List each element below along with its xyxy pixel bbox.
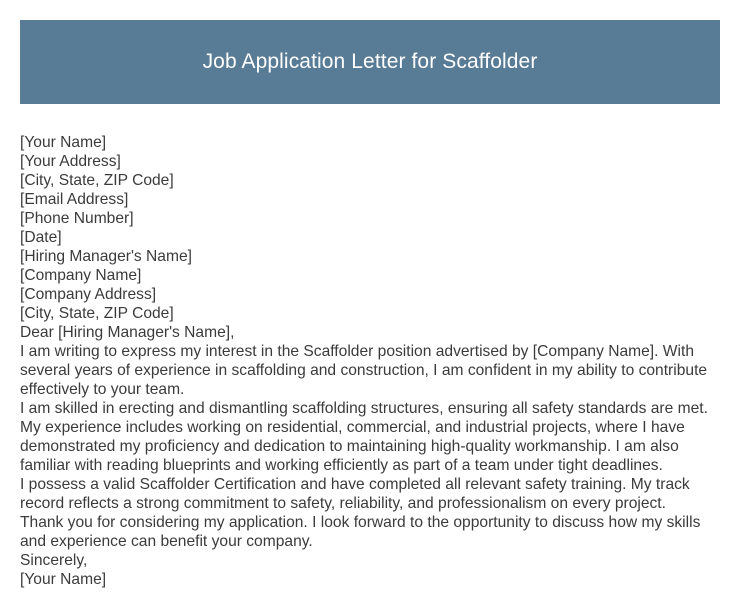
body-paragraph-thanks: Thank you for considering my application. I look forward to the opportunity to discuss how my skills and experience can benefit your company. [20,514,701,550]
body-paragraph-certification: I possess a valid Scaffolder Certification and have completed all relevant safety training. My track record reflects a strong commitment to safety, reliability, and professionalism on every project. [20,476,690,512]
body-paragraph-skills: I am skilled in erecting and dismantling scaffolding structures, ensuring all safety standards are met. My experience includes working on residential, commercial, and industrial projects, where I have demonstrated my proficiency and dedication to maintaining high-quality workmanship. I am also familiar with reading blueprints and working efficiently as part of a team under tight deadlines. [20,400,708,474]
recipient-city-state-zip: [City, State, ZIP Code] [20,305,174,322]
page-title: Job Application Letter for Scaffolder [202,50,538,73]
header-banner [20,20,720,104]
letter-date: [Date] [20,229,62,246]
sender-address: [Your Address] [20,153,121,170]
sender-email: [Email Address] [20,191,129,208]
body-paragraph-interest: I am writing to express my interest in the Scaffolder position advertised by [Company Name]. With several years of experience in scaffolding and construction, I am confident in my ability to contribute effectively to your team. [20,343,708,398]
letter-body [20,133,725,589]
recipient-company-address: [Company Address] [20,286,157,303]
signature: [Your Name] [20,571,107,588]
salutation: Dear [Hiring Manager's Name], [20,324,235,341]
sender-city-state-zip: [City, State, ZIP Code] [20,172,174,189]
sender-phone: [Phone Number] [20,210,134,227]
closing: Sincerely, [20,552,88,569]
recipient-manager-name: [Hiring Manager's Name] [20,248,192,265]
recipient-company-name: [Company Name] [20,267,142,284]
sender-name: [Your Name] [20,134,107,151]
